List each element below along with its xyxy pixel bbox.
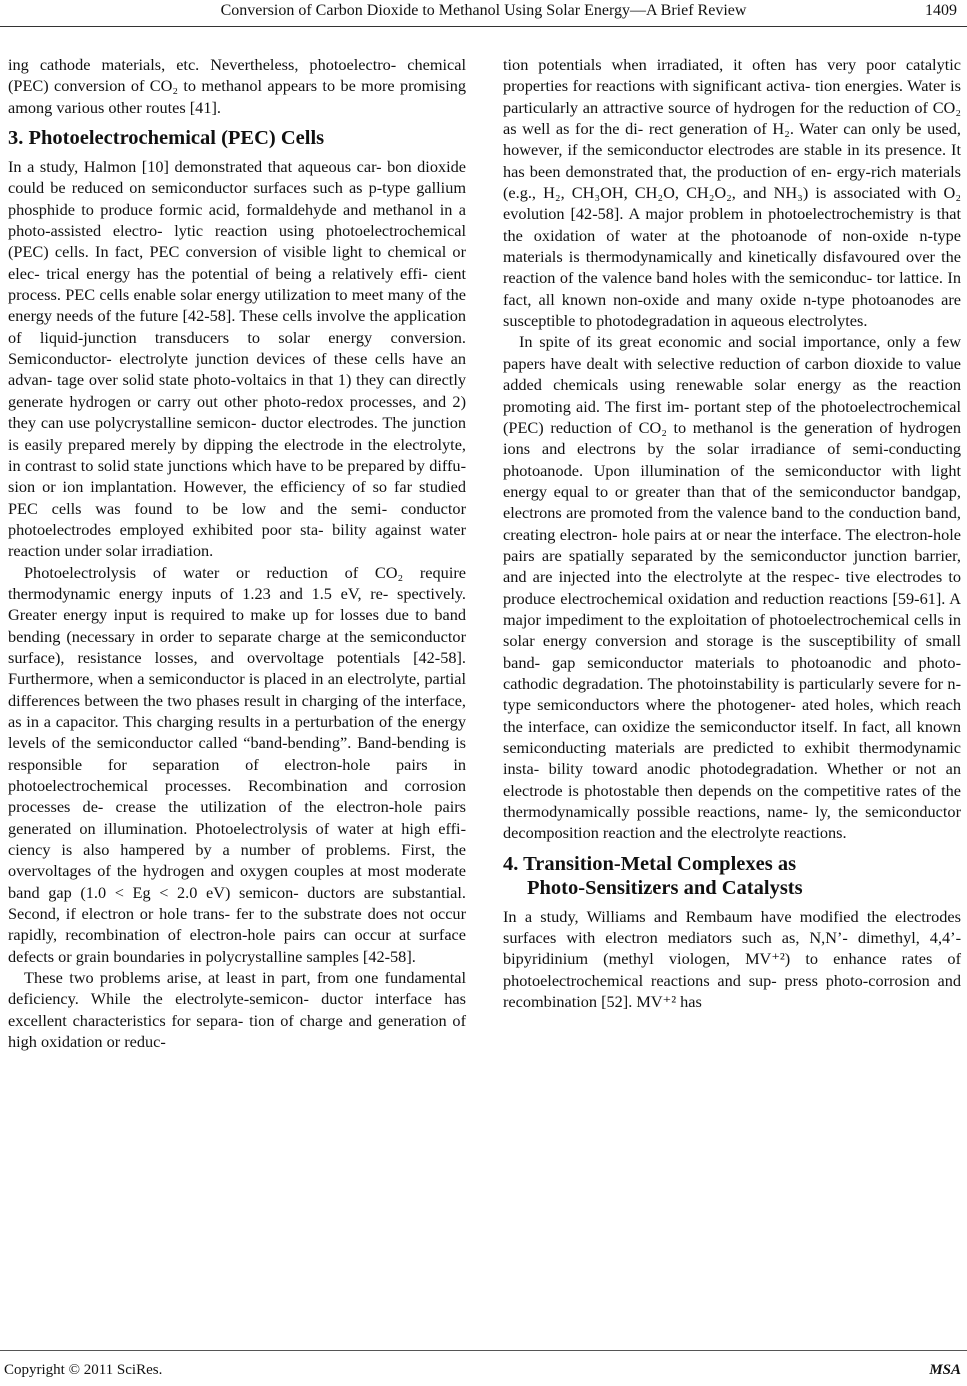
- left-column: [8, 54, 466, 1052]
- paragraph: These two problems arise, at least in part, from one fundamental deficiency. While the electrolyte-semicon- ductor interface has excellent characteristics for separa- tion of charge and generation of high oxidation or reduc-: [8, 968, 466, 1052]
- paragraph: ing cathode materials, etc. Nevertheless, photoelectro- chemical (PEC) conversion of CO₂ to methanol appears to be more promising among various other routes [41].: [8, 55, 466, 117]
- journal-abbreviation: MSA: [929, 1362, 961, 1378]
- section-heading-line1: 4. Transition-Metal Complexes as: [503, 852, 797, 875]
- running-header: [0, 2, 967, 24]
- paragraph: Photoelectrolysis of water or reduction of CO₂ require thermodynamic energy inputs of 1.23 and 1.5 eV, re- spectively. Greater energy input is required to make up for losses due to band bending (necessary in order to separate charge at the semiconductor surface), resistance losses, and overvoltage potentials [42-58]. Furthermore, when a semiconductor is placed in an electrolyte, partial differences between the two phases result in charging of the interface, as in a capacitor. This charging results in a perturbation of the energy levels of the semiconductor called “band-bending”. Band-bending is responsible for separation of electron-hole pairs in photoelectrochemical processes. Recombination and corrosion processes de- crease the utilization of the electron-hole pairs generated on illumination. Photoelectrolysis of water at high effi- ciency is also hampered by a number of problems. First, the overvoltages of the hydrogen and oxygen couples at most moderate band gap (1.0 < Eg < 2.0 eV) semicon- ductors are substantial. Second, if electron or hole trans- fer to the substrate does not occur rapidly, recombination of electron-hole pairs can occur at surface defects or grain boundaries in polycrystalline samples [42-58].: [8, 562, 466, 966]
- paragraph: In spite of its great economic and social importance, only a few papers have dealt with selective reduction of carbon dioxide to value added chemicals using renewable solar energy as the reaction promoting aid. The first im- portant step of the photoelectrochemical (PEC) reduction of CO₂ to methanol is the generation of hydrogen ions and electrons by the solar irradiance of semi-conducting photoanode. Upon illumination of the semiconductor with light energy equal to or greater than that of the semiconductor bandgap, electrons are promoted from the valence band to the conduction band, creating electron- hole pairs at or near the interface. The electron-hole pairs are spatially separated by the semiconductor junction barrier, and are injected into the electrolyte at the respec- tive electrodes to produce electrochemical oxidation and reduction reactions [59-61]. A major impediment to the exploitation of photoelectrochemical cells in solar energy conversion and storage is the susceptibility of small band- gap semiconductor materials to photoanodic and photo- cathodic degradation. The photoinstability is particularly severe for n-type semiconductors where the photogener- ated holes, which reach the interface, can oxidize the semiconductor itself. In fact, all known semiconducting materials are predicted to exhibit thermodynamic insta- bility toward anodic photodegradation. Whether or not an electrode is photostable then depends on the competitive rates of the thermodynamically possible reactions, name- ly, the semiconductor decomposition reaction and the electrolyte reactions.: [503, 332, 961, 843]
- section-heading-line2: Photo-Sensitizers and Catalysts: [527, 876, 803, 899]
- paragraph: In a study, Halmon [10] demonstrated that aqueous car- bon dioxide could be reduced on semiconductor surfaces such as p-type gallium phosphide to produce formic acid, formaldehyde and methanol in a photo-assisted electro- lytic reaction using photoelectrochemical (PEC) cells. In fact, PEC conversion of visible light to chemical or elec- trical energy has the potential of being a relatively effi- cient process. PEC cells enable solar energy utilization to meet many of the energy needs of the future [42-58]. These cells involve the application of liquid-junction transducers to solar energy conversion. Semiconductor- electrolyte junction devices of these cells have an advan- tage over solid state photo-voltaics in that 1) they can directly generate hydrogen or carry out other photo-redox processes, and 2) they can use polycrystalline semicon- ductor electrodes. The junction is easily prepared merely by dipping the electrode in the electrolyte, in contrast to solid state junctions which have to be prepared by diffu- sion or ion implantation. However, the efficiency of so far studied PEC cells was found to be low and the semi- conductor photoelectrodes employed exhibited poor sta- bility against water reaction under solar irradiation.: [8, 157, 466, 561]
- copyright-notice: Copyright © 2011 SciRes.: [4, 1362, 163, 1378]
- paragraph: In a study, Williams and Rembaum have modified the electrodes surfaces with electron mediators such as, N,N’- dimethyl, 4,4’-bipyridinium (methyl viologen, MV⁺²) to enhance rates of photoelectrochemical reactions and sup- press photo-corrosion and recombination [52]. MV⁺² has: [503, 906, 961, 1012]
- paragraph: tion potentials when irradiated, it often has very poor catalytic properties for reactions with significant activa- tion energies. Water is particularly an attractive source of hydrogen for the reduction of CO₂ as well as for the di- rect generation of H₂. Water can only be used, however, if the semiconductor electrodes are stable in its presence. It has been demonstrated that, the production of en- ergy-rich materials (e.g., H₂, CH₃OH, CH₂O, CH₂O₂, and NH₃) is associated with O₂ evolution [42-58]. A major problem in photoelectrochemistry is that the oxidation of water at the photoanode of non-oxide n-type materials is thermodynamically and kinetically disfavoured over the reaction of the valence band holes with the semiconduc- tor lattice. In fact, all known non-oxide and many oxide n-type photoanodes are susceptible to photodegradation in aqueous electrolytes.: [503, 55, 961, 331]
- header-rule: [0, 26, 967, 27]
- section-heading: 3. Photoelectrochemical (PEC) Cells: [8, 127, 325, 150]
- section-heading: [503, 852, 961, 900]
- page-number: 1409: [925, 2, 957, 19]
- right-column: [503, 54, 961, 1012]
- footer-rule: [0, 1350, 967, 1351]
- running-header-title: Conversion of Carbon Dioxide to Methanol Using Solar Energy—A Brief Review: [220, 2, 747, 19]
